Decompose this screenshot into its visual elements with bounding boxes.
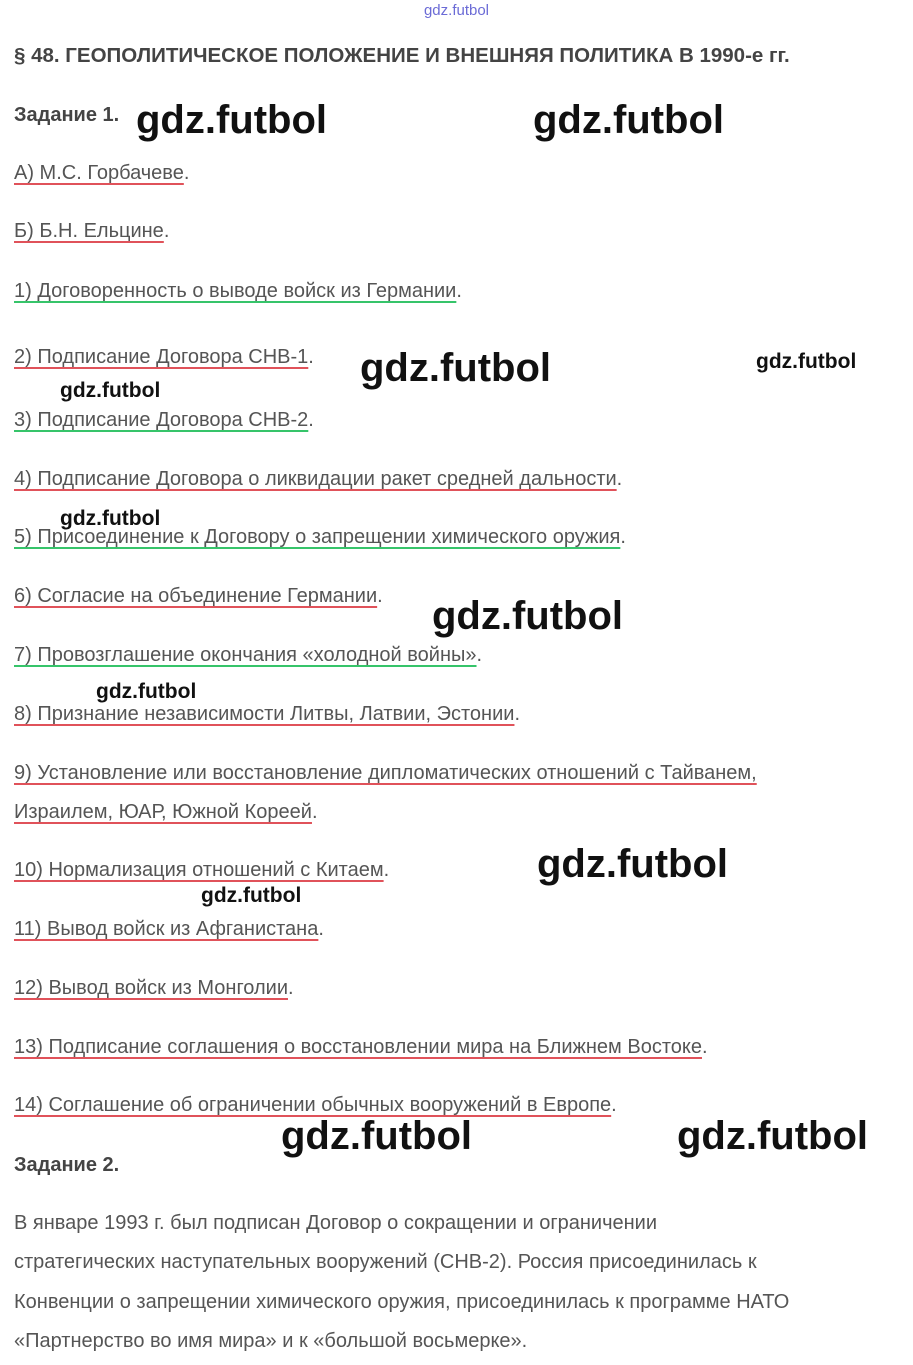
watermark: gdz.futbol: [677, 1114, 869, 1158]
list-item: 12) Вывод войск из Монголии.: [14, 977, 294, 999]
list-item: 2) Подписание Договора СНВ-1.: [14, 346, 314, 368]
list-item: 14) Соглашение об ограничении обычных вооружений в Европе.: [14, 1094, 617, 1116]
watermark: gdz.futbol: [201, 884, 302, 907]
task1-title: Задание 1.: [14, 104, 120, 126]
watermark: gdz.futbol: [136, 98, 328, 142]
list-item: Б) Б.Н. Ельцине.: [14, 220, 170, 242]
watermark: gdz.futbol: [533, 98, 725, 142]
task2-text-line: Конвенции о запрещении химического оружия, присоединилась к программе НАТО: [14, 1291, 790, 1313]
task2-text-line: стратегических наступательных вооружений (СНВ-2). Россия присоединилась к: [14, 1251, 757, 1273]
list-item: 13) Подписание соглашения о восстановлении мира на Ближнем Востоке.: [14, 1036, 708, 1058]
task2-title: Задание 2.: [14, 1154, 120, 1176]
watermark: gdz.futbol: [537, 842, 729, 886]
task2-text-line: «Партнерство во имя мира» и к «большой восьмерке».: [14, 1330, 528, 1352]
top-watermark: gdz.futbol: [423, 2, 490, 19]
list-item: А) М.С. Горбачеве.: [14, 162, 190, 184]
watermark: gdz.futbol: [756, 350, 857, 373]
task2-text-line: В январе 1993 г. был подписан Договор о сокращении и ограничении: [14, 1212, 658, 1234]
list-item: 9) Установление или восстановление дипломатических отношений с Тайванем,: [14, 762, 757, 784]
list-item: 3) Подписание Договора СНВ-2.: [14, 409, 314, 431]
watermark: gdz.futbol: [360, 346, 552, 390]
watermark: gdz.futbol: [60, 507, 161, 530]
list-item: 8) Признание независимости Литвы, Латвии, Эстонии.: [14, 703, 521, 725]
list-item: 6) Согласие на объединение Германии.: [14, 585, 383, 607]
list-item: 5) Присоединение к Договору о запрещении химического оружия.: [14, 526, 626, 548]
list-item: 10) Нормализация отношений с Китаем.: [14, 859, 390, 881]
list-item: 1) Договоренность о выводе войск из Германии.: [14, 280, 462, 302]
section-heading: § 48. ГЕОПОЛИТИЧЕСКОЕ ПОЛОЖЕНИЕ И ВНЕШНЯЯ ПОЛИТИКА В 1990-е гг.: [14, 44, 790, 67]
list-item: Израилем, ЮАР, Южной Кореей.: [14, 801, 318, 823]
list-item: 7) Провозглашение окончания «холодной войны».: [14, 644, 483, 666]
watermark: gdz.futbol: [281, 1114, 473, 1158]
watermark: gdz.futbol: [96, 680, 197, 703]
list-item: 11) Вывод войск из Афганистана.: [14, 918, 324, 940]
watermark: gdz.futbol: [432, 594, 624, 638]
watermark: gdz.futbol: [60, 379, 161, 402]
list-item: 4) Подписание Договора о ликвидации ракет средней дальности.: [14, 468, 623, 490]
